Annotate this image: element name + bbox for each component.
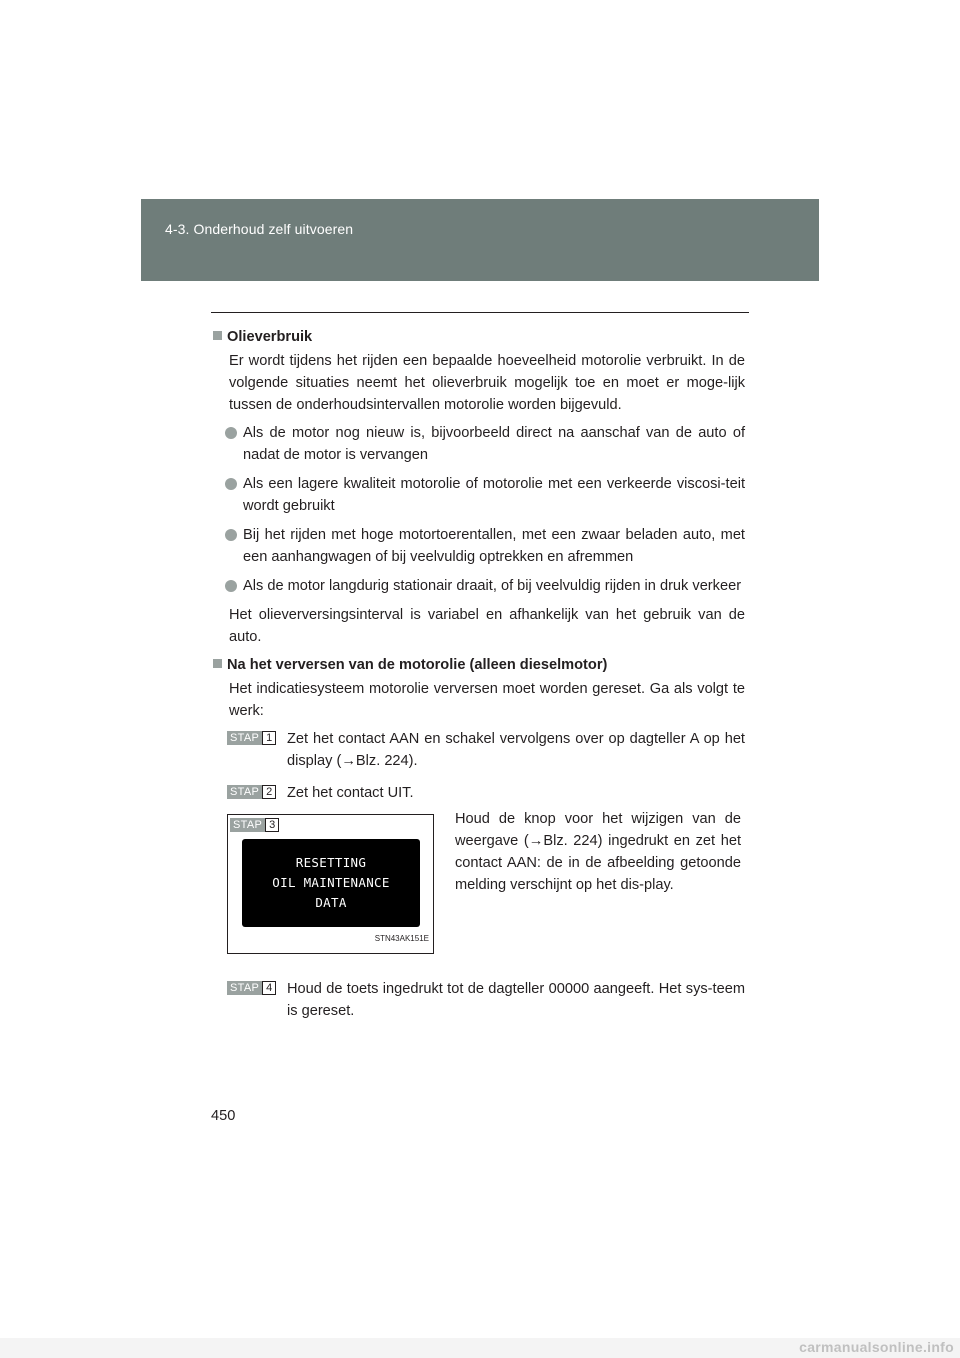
step-text: Houd de knop voor het wijzigen van de weergave (→Blz. 224) ingedrukt en zet het contact AAN: de in de afbeelding getoonde melding verschijnt op het dis-play. [455, 811, 741, 893]
circle-bullet-icon [225, 580, 237, 592]
page-content [213, 326, 745, 1032]
section-title: 4-3. Onderhoud zelf uitvoeren [165, 221, 354, 237]
section-heading-olieverbruik: Olieverbruik [213, 326, 745, 348]
step-3 [227, 811, 745, 966]
paragraph: Er wordt tijdens het rijden een bepaalde hoeveelheid motorolie verbruikt. In de volgende situaties neemt het olieverbruik mogelijk toe en moet er moge-lijk tussen de onderhoudsintervallen motorolie worden bijgevuld. [229, 353, 745, 413]
lcd-line: OIL MAINTENANCE [272, 875, 390, 890]
list-item: Als de motor nog nieuw is, bijvoorbeeld direct na aanschaf van de auto of nadat de motor is vervangen [243, 422, 745, 466]
step-badge: STAP 4 [227, 981, 276, 995]
lcd-line: DATA [315, 895, 347, 910]
step-1: STAP 1 Zet het contact AAN en schakel vervolgens over op dagteller A op het display (→Blz. 224). [287, 728, 745, 772]
circle-bullet-icon [225, 529, 237, 541]
lcd-line: RESETTING [295, 855, 367, 870]
paragraph: Het indicatiesysteem motorolie verversen moet worden gereset. Ga als volgt te werk: [229, 681, 745, 719]
list-item: Als de motor langdurig stationair draait, of bij veelvuldig rijden in druk verkeer [243, 575, 745, 597]
list-item: Bij het rijden met hoge motortoerentallen, met een zwaar beladen auto, met een aanhangwagen of bij veelvuldig optrekken en afremmen [243, 524, 745, 568]
step-badge: STAP 2 [227, 785, 276, 799]
footer-watermark [0, 1338, 960, 1358]
circle-bullet-icon [225, 427, 237, 439]
paragraph: Het olieverversingsinterval is variabel en afhankelijk van het gebruik van de auto. [229, 607, 745, 645]
list-item: Als een lagere kwaliteit motorolie of motorolie met een verkeerde viscosi-teit wordt gebruikt [243, 473, 745, 517]
display-illustration [227, 814, 434, 954]
step-badge: STAP 3 [230, 818, 279, 832]
section-heading-verversen: Na het verversen van de motorolie (alleen dieselmotor) [213, 654, 745, 676]
page-number: 450 [211, 1108, 236, 1124]
step-4: STAP 4 Houd de toets ingedrukt tot de dagteller 00000 aangeeft. Het sys-teem is gereset. [287, 978, 745, 1022]
section-header [141, 199, 819, 281]
top-rule [211, 312, 749, 313]
step-badge: STAP 1 [227, 731, 276, 745]
figure-code: STN43AK151E [374, 934, 429, 943]
lcd-screen [242, 839, 420, 927]
circle-bullet-icon [225, 478, 237, 490]
step-2: STAP 2 Zet het contact UIT. [287, 782, 745, 804]
watermark-text: carmanualsonline.info [799, 1339, 954, 1355]
square-bullet-icon [213, 331, 222, 340]
square-bullet-icon [213, 659, 222, 668]
